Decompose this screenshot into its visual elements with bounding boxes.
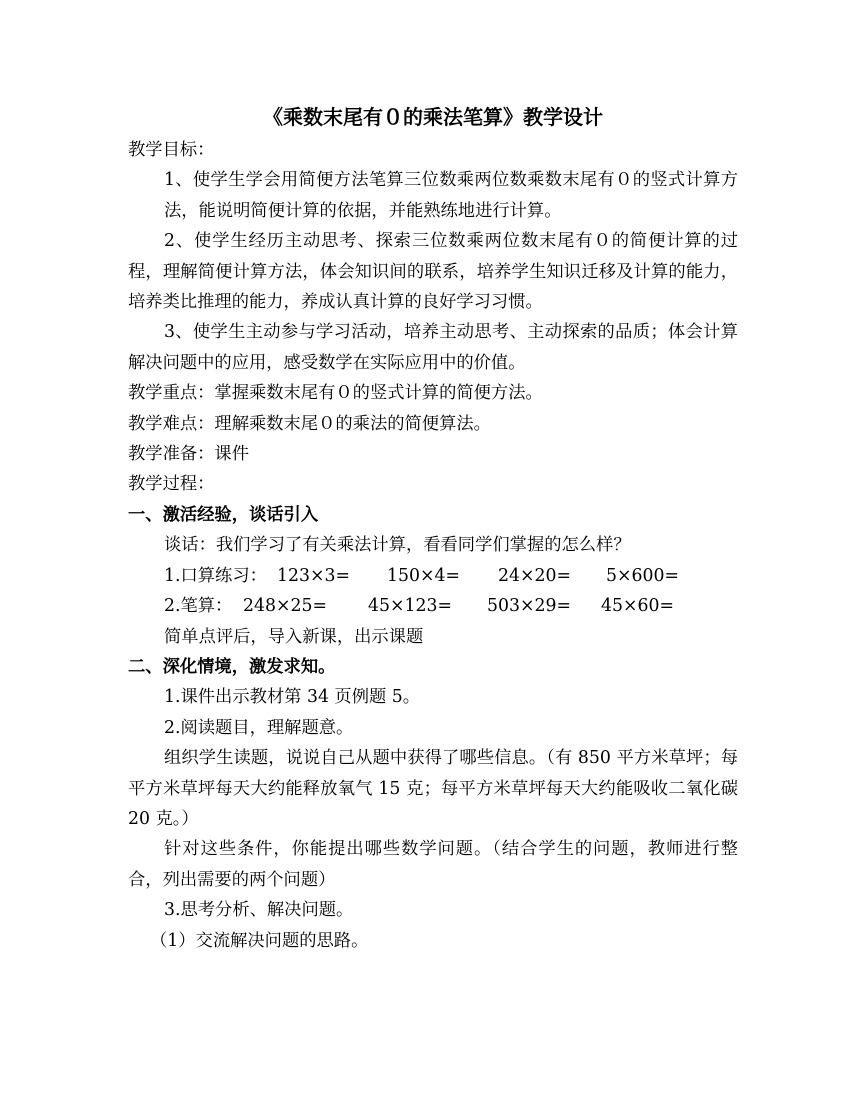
written-item-1: 248×25= <box>243 596 327 617</box>
process-heading: 教学过程： <box>128 474 215 495</box>
oral-practice-label: 1.口算练习： <box>164 565 267 586</box>
section2-sub1: （1）交流解决问题的思路。 <box>150 930 369 951</box>
objective-1 <box>128 165 738 226</box>
objective-1-text: 1、使学生学会用简便方法笔算三位数乘两位数乘数末尾有０的竖式计算方法，能说明简便计算的依据，并能熟练地进行计算。 <box>164 170 738 221</box>
written-calc-row <box>128 591 738 621</box>
written-item-2: 45×123= <box>368 596 452 617</box>
section2-step2: 2.阅读题目，理解题意。 <box>164 717 354 738</box>
section2-heading: 二、深化情境，激发求知。 <box>128 656 336 677</box>
oral-item-3: 24×20= <box>498 565 571 586</box>
document-title: 《乘数末尾有０的乘法笔算》教学设计 <box>263 105 603 129</box>
section2-para1-text: 组织学生读题，说说自己从题中获得了哪些信息。（有 850 平方米草坪；每平方米草坪每天大约能释放氧气 15 克；每平方米草坪每天大约能吸收二氧化碳 20 克。） <box>128 748 738 829</box>
written-item-3: 503×29= <box>487 596 571 617</box>
section1-talk: 谈话：我们学习了有关乘法计算，看看同学们掌握的怎么样？ <box>164 535 631 556</box>
oral-practice-row <box>128 561 738 591</box>
section2-step1: 1.课件出示教材第 34 页例题 5。 <box>164 687 421 708</box>
document-content <box>128 101 738 956</box>
objective-2-text: 2、使学生经历主动思考、探索三位数乘两位数末尾有０的简便计算的过程，理解简便计算方法，体会知识间的联系，培养学生知识迁移及计算的能力，培养类比推理的能力，养成认真计算的良好学习习惯。 <box>128 231 738 313</box>
section2-para2 <box>128 834 738 895</box>
section1-comment: 简单点评后，导入新课，出示课题 <box>164 626 424 647</box>
preparation: 教学准备：课件 <box>128 444 249 465</box>
objective-3 <box>128 317 738 378</box>
oral-item-1: 123×3= <box>277 565 350 586</box>
oral-item-2: 150×4= <box>387 565 460 586</box>
section2-para1 <box>128 743 738 834</box>
difficulty: 教学难点：理解乘数末尾０的乘法的简便算法。 <box>128 413 491 434</box>
section2-para2-text: 针对这些条件，你能提出哪些数学问题。（结合学生的问题，教师进行整合，列出需要的两个问题） <box>128 839 738 890</box>
objective-3-text: 3、使学生主动参与学习活动，培养主动思考、主动探索的品质；体会计算解决问题中的应用，感受数学在实际应用中的价值。 <box>128 322 738 373</box>
written-item-4: 45×60= <box>601 596 674 617</box>
section1-heading: 一、激活经验，谈话引入 <box>128 504 319 525</box>
objective-2 <box>128 226 738 317</box>
key-point: 教学重点：掌握乘数末尾有０的竖式计算的简便方法。 <box>128 383 543 404</box>
oral-item-4: 5×600= <box>606 565 679 586</box>
section2-step3: 3.思考分析、解决问题。 <box>164 900 354 921</box>
written-calc-label: 2.笔算： <box>164 596 233 617</box>
objectives-heading: 教学目标： <box>128 140 215 160</box>
